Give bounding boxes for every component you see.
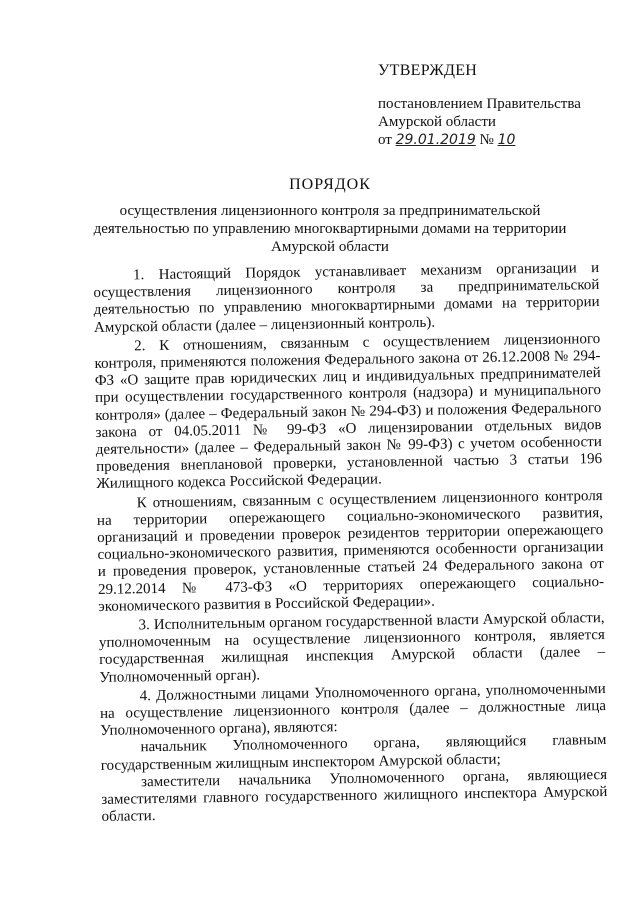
paragraph-1: 1. Настоящий Порядок устанавливает механизм организации и осуществления лицензионного контроля за предпринимательской деятельностью по управлению многоквартирными домами на территории Амурской области (далее – лицензионный контроль). xyxy=(93,260,600,336)
approval-line-1: постановлением Правительства xyxy=(378,96,581,112)
paragraph-4: 4. Должностными лицами Уполномоченного органа, уполномоченными на осуществление лицензионного контроля (далее – должностные лица Уполномоченного органа), являются: xyxy=(99,680,607,740)
paragraph-3: 3. Исполнительным органом государственной власти Амурской области, уполномоченным на осуществление лицензионного контроля, является государственная жилищная инспекция Амурской области (далее – Уполномоченный орган). xyxy=(98,610,606,686)
approval-number-label: № xyxy=(479,132,494,148)
document-body xyxy=(93,260,608,826)
approval-number: 10 xyxy=(497,132,516,148)
approval-title: УТВЕРЖДЕН xyxy=(378,62,478,79)
document-title-block xyxy=(60,176,600,256)
document-subtitle-line-3: Амурской области xyxy=(271,239,389,255)
approval-date: 29.01.2019 xyxy=(395,132,476,148)
approval-line-2: Амурской области xyxy=(378,114,496,130)
document-subtitle-line-1: осуществления лицензионного контроля за предпринимательской xyxy=(119,203,541,219)
document-subtitle-line-2: деятельностью по управлению многоквартирными домами на территории xyxy=(93,221,567,237)
paragraph-2-continued: К отношениям, связанным с осуществлением лицензионного контроля на территории опережающего социально-экономического развития, организаций и проведении проверок резидентов территории опережающего социально-экономического развития, применяются особенности организации и проведения проверок, установленные статьей 24 Федерального закона от 29.12.2014 № 473-ФЗ «О территориях опережающего социально-экономического развития в Российской Федерации». xyxy=(96,487,605,615)
approval-date-line xyxy=(378,131,628,149)
paragraph-4-item-head: начальник Уполномоченного органа, являющийся главным государственным жилищным инспектором Амурской области; xyxy=(100,732,607,774)
document-heading: ПОРЯДОК xyxy=(289,176,371,193)
paragraph-4-item-deputies: заместители начальника Уполномоченного органа, являющиеся заместителями главного государственного жилищного инспектора Амурской области. xyxy=(101,766,608,826)
approval-block xyxy=(378,62,628,149)
approval-from-label: от xyxy=(378,132,392,148)
paragraph-2: 2. К отношениям, связанным с осуществлением лицензионного контроля, применяются положения Федерального закона от 26.12.2008 № 294-ФЗ «О защите прав юридических лиц и индивидуальных предпринимателей при осуществлении государственного контроля (надзора) и муниципального контроля» (далее – Федеральный закон № 294-ФЗ) и положения Федерального закона от 04.05.2011 № 99-ФЗ «О лицензировании отдельных видов деятельности» (далее – Федеральный закон № 99-ФЗ) с учетом особенности проведения внеплановой проверки, установленной частью 3 статьи 196 Жилищного кодекса Российской Федерации. xyxy=(94,330,603,493)
